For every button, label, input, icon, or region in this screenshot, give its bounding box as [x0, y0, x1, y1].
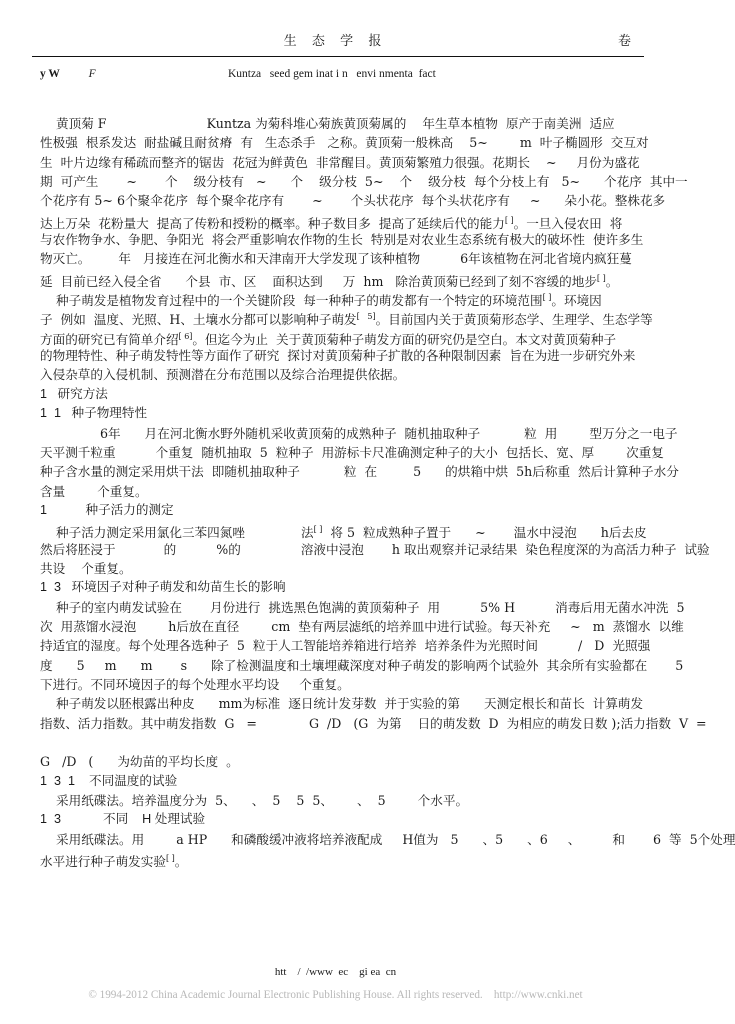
- section-heading: [40, 404, 642, 423]
- section-heading: [40, 385, 642, 404]
- line-text: 持适宜的湿度。每个处理各选种子 5 粒于人工智能培养箱进行培养 培养条件为光照时间 / D 光照强: [40, 638, 651, 654]
- line-text-tail: 。但迄今为止 关于黄顶菊种子萌发方面的研究仍是空白。本文对黄顶菊种子: [192, 331, 617, 347]
- text-line: [40, 249, 642, 268]
- section-heading: [40, 810, 642, 829]
- line-text-tail: 。环境因: [551, 293, 602, 309]
- line-text: 天平测千粒重 个重复 随机抽取 5 粒种子 用游标卡尺准确测定种子的大小 包括长、宽、厚 次重复: [40, 444, 664, 460]
- volume-label: 卷: [617, 33, 631, 48]
- citation-superscript: [ ]: [596, 273, 606, 283]
- text-line: [40, 424, 678, 443]
- citation-superscript: [ ]: [165, 854, 175, 864]
- text-line: [40, 269, 642, 288]
- line-text: 指数、活力指数。其中萌发指数 G = G /D (G 为第 日的萌发数 D 为相应的萌发日数 );活力指数 V =: [40, 715, 707, 731]
- line-text-tail: 。: [605, 273, 619, 289]
- line-text: 1 3 1 不同温度的试验: [40, 773, 178, 788]
- line-text: 度 5 m m s 除了检测温度和土壤埋藏深度对种子萌发的影响两个试验外 其余所有实验都在 5: [40, 657, 684, 673]
- line-text: 子 例如 温度、光照、H、土壤水分都可以影响种子萌发: [40, 312, 357, 328]
- text-line: [40, 636, 651, 655]
- text-line: [40, 191, 666, 210]
- text-line: [40, 849, 642, 868]
- text-line: [40, 791, 642, 810]
- text-line: [40, 752, 642, 771]
- line-text: 采用纸碟法。用 a HP 和磷酸缓冲液将培养液配成 H值为 5 、5 、6 、 和 6 等 5个处理: [40, 831, 735, 847]
- text-line: [40, 365, 642, 384]
- line-text: 物灭亡。 年 月接连在河北衡水和天津南开大学发现了该种植物 6年该植物在河北省境内疯狂蔓: [40, 251, 632, 267]
- text-line: [40, 288, 642, 307]
- text-line: [40, 714, 707, 733]
- text-line: [40, 559, 642, 578]
- section-heading: [40, 772, 642, 791]
- text-line: [40, 675, 642, 694]
- text-line: [40, 211, 642, 230]
- section-heading: [40, 578, 642, 597]
- text-line: [40, 327, 642, 346]
- line-text: 生 叶片边缘有稀疏而整齐的锯齿 花冠为鲜黄色 非常醒目。黄顶菊繁殖力很强。花期长 ~ 月份为盛花: [40, 154, 640, 170]
- english-title: [40, 68, 640, 80]
- line-text: 的物理特性、种子萌发特性等方面作了研究 探讨对黄顶菊种子扩散的各种限制因素 旨在为进一步研究外来: [40, 348, 636, 364]
- line-text: 采用纸碟法。培养温度分为 5、 、 5 5 5、 、 5 个水平。: [40, 793, 469, 809]
- citation-superscript: [ 5]: [356, 312, 376, 322]
- text-line: [40, 482, 642, 501]
- footer-url: htt / /www ec gi ea cn: [274, 966, 397, 978]
- text-line: [40, 617, 684, 636]
- line-text: 水平进行种子萌发实验: [40, 854, 166, 870]
- line-text: 含量 个重复。: [40, 483, 148, 499]
- section-heading: [40, 501, 642, 520]
- text-line: [40, 230, 642, 249]
- page-header: [0, 30, 671, 52]
- line-text: 下进行。不同环境因子的每个处理水平均设 个重复。: [40, 676, 350, 692]
- text-line: [40, 172, 688, 191]
- english-title-part1: y W: [40, 68, 60, 80]
- text-line: [40, 462, 679, 481]
- citation-superscript: [ 6]: [178, 331, 193, 341]
- line-text: 与农作物争水、争肥、争阳光 将会严重影响农作物的生长 特别是对农业生态系统有极大的破坏性 使许多生: [40, 232, 644, 248]
- text-line: [40, 133, 649, 152]
- text-line: [40, 153, 642, 172]
- text-line: [40, 733, 642, 752]
- line-text: 1 种子活力的测定: [40, 502, 174, 517]
- line-text: 1 研究方法: [40, 386, 108, 401]
- text-line: [40, 346, 642, 365]
- english-title-part3: Kuntza seed gem inat i n envi nmenta fact: [227, 68, 436, 80]
- line-text: G /D ( 为幼苗的平均长度 。: [40, 754, 239, 770]
- line-text: 性极强 根系发达 耐盐碱且耐贫瘠 有 生态杀手 之称。黄顶菊一般株高 5~ m 叶子椭圆形 交互对: [40, 135, 649, 151]
- line-text: 种子萌发是植物发育过程中的一个关键阶段 每一种种子的萌发都有一个特定的环境范围: [40, 293, 543, 309]
- article-body: [40, 114, 735, 870]
- line-text-tail: 。: [174, 854, 188, 870]
- text-line: [40, 520, 647, 541]
- line-text: 个花序有 5~ 6个聚伞花序 每个聚伞花序有 ~ 个头状花序 每个头状花序有 ~ 朵小花。整株花多: [40, 193, 666, 209]
- line-text: 共设 个重复。: [40, 560, 132, 576]
- text-line: [40, 540, 710, 559]
- text-line: [40, 114, 642, 133]
- line-text-tail: 。目前国内关于黄顶菊形态学、生理学、生态学等: [375, 312, 653, 328]
- text-line: [40, 443, 664, 462]
- text-line: [40, 598, 685, 617]
- line-text: 然后将胚浸于 的 %的 溶液中浸泡 h 取出观察并记录结果 染色程度深的为高活力种子 试验: [40, 541, 710, 557]
- english-title-part2: F: [88, 68, 96, 80]
- line-text: 方面的研究已有简单介绍: [40, 331, 179, 347]
- line-text: 入侵杂草的入侵机制、预测潜在分布范围以及综合治理提供依据。: [40, 367, 406, 383]
- text-line: [40, 830, 735, 849]
- copyright-notice: © 1994-2012 China Academic Journal Electronic Publishing House. All rights reserved. http://www.cnki.net: [88, 989, 583, 1001]
- line-text: 次 用蒸馏水浸泡 h后放在直径 cm 垫有两层滤纸的培养皿中进行试验。每天补充 ~ m 蒸馏水 以维: [40, 618, 684, 634]
- line-text: 种子活力测定采用氯化三苯四氮唑 法: [40, 525, 314, 541]
- line-text: 种子萌发以胚根露出种皮 mm为标准 逐日统计发芽数 并于实验的第 天测定根长和苗长 计算萌发: [40, 696, 644, 712]
- line-text: 1 1 种子物理特性: [40, 406, 148, 421]
- line-text: 6年 月在河北衡水野外随机采收黄顶菊的成熟种子 随机抽取种子 粒 用 型万分之一电子: [40, 425, 678, 441]
- journal-title: 生 态 学 报: [283, 33, 388, 48]
- line-text: 1 3 不同 H 处理试验: [40, 812, 206, 827]
- line-text: 期 可产生 ~ 个 级分枝有 ~ 个 级分枝 5~ 个 级分枝 每个分枝上有 5~ 个花序 其中一: [40, 174, 688, 190]
- text-line: [40, 694, 642, 713]
- citation-superscript: [ ]: [313, 525, 323, 535]
- line-text-tail: 。一旦入侵农田 将: [513, 215, 623, 231]
- line-text-tail: 将 5 粒成熟种子置于 ~ 温水中浸泡 h后去皮: [322, 525, 647, 541]
- line-text: 种子含水量的测定采用烘干法 即随机抽取种子 粒 在 5 的烘箱中烘 5h后称重 然后计算种子水分: [40, 464, 679, 480]
- line-text: 黄顶菊 F Kuntza 为菊科堆心菊族黄顶菊属的 年生草本植物 原产于南美洲 适应: [40, 116, 615, 131]
- line-text: 延 目前已经入侵全省 个县 市、区 面积达到 万 hm 除治黄顶菊已经到了刻不容缓的地步: [40, 273, 597, 289]
- line-text: 1 3 环境因子对种子萌发和幼苗生长的影响: [40, 580, 286, 595]
- text-line: [40, 307, 653, 328]
- citation-superscript: [ ]: [504, 215, 514, 225]
- text-line: [40, 656, 684, 675]
- line-text: 达上万朵 花粉量大 提高了传粉和授粉的概率。种子数目多 提高了延续后代的能力: [40, 215, 505, 231]
- line-text: 种子的室内萌发试验在 月份进行 挑选黑色饱满的黄顶菊种子 用 5% H 消毒后用无菌水冲洗 5: [40, 599, 685, 615]
- header-divider: [32, 56, 644, 57]
- citation-superscript: [ ]: [542, 293, 552, 303]
